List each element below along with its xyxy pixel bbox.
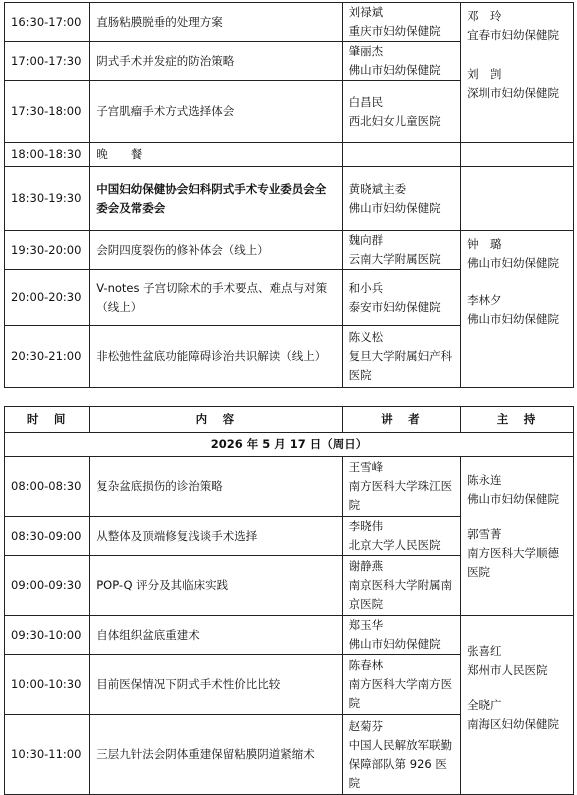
speaker-name: 魏向群 [348, 233, 384, 247]
content-cell: 中国妇幼保健协会妇科阴式手术专业委员会全委会及常委会 [90, 167, 342, 231]
speaker-cell [342, 517, 460, 556]
host-org: 南海区妇幼保健院 [467, 717, 560, 731]
host-org: 佛山市妇幼保健院 [467, 256, 560, 270]
date-row [5, 433, 574, 457]
host-name: 钟 璐 [467, 237, 502, 251]
table-row [5, 143, 574, 167]
host-name: 郭雪菁 [467, 527, 502, 541]
speaker-org: 佛山市妇幼保健院 [348, 637, 441, 651]
speaker-name: 陈义松 [348, 330, 384, 344]
time-cell: 20:00-20:30 [5, 270, 90, 326]
host-name: 陈永连 [467, 473, 502, 487]
time-cell: 19:30-20:00 [5, 231, 90, 270]
speaker-cell [342, 715, 460, 795]
speaker-org: 佛山市妇幼保健院 [348, 63, 441, 77]
speaker-org: 泰安市妇幼保健院 [348, 299, 441, 314]
time-cell: 10:30-11:00 [5, 715, 90, 795]
speaker-cell [342, 556, 460, 616]
content-cell: 会阴四度裂伤的修补体会（线上） [90, 231, 342, 270]
table-header-row [5, 407, 574, 433]
speaker-name: 王雪峰 [348, 460, 384, 474]
speaker-org: 云南大学附属医院 [348, 252, 441, 266]
speaker-cell [342, 81, 460, 143]
host-cell [461, 616, 574, 795]
speaker-cell [342, 270, 460, 326]
time-cell: 20:30-21:00 [5, 326, 90, 388]
speaker-name: 和小兵 [348, 280, 384, 295]
table-row [5, 167, 574, 231]
host-org: 佛山市妇幼保健院 [467, 492, 560, 506]
host-cell [461, 3, 574, 143]
host-cell [461, 231, 574, 388]
host-name: 邓 玲 [467, 9, 502, 23]
speaker-cell [342, 326, 460, 388]
time-cell: 17:00-17:30 [5, 42, 90, 81]
speaker-cell [342, 42, 460, 81]
schedule-table-2 [4, 406, 574, 795]
speaker-name: 肇丽杰 [348, 44, 384, 58]
table-row [5, 616, 574, 655]
speaker-name: 郑玉华 [348, 618, 384, 632]
speaker-name: 黄晓斌主委 [348, 181, 407, 196]
host-org: 宜春市妇幼保健院 [467, 28, 560, 42]
header-content: 内 容 [90, 407, 342, 433]
speaker-org: 中国人民解放军联勤保障部队第 926 医院 [348, 737, 453, 790]
time-cell: 10:00-10:30 [5, 655, 90, 715]
speaker-org: 佛山市妇幼保健院 [348, 200, 441, 215]
speaker-org: 南方医科大学南方医院 [348, 677, 453, 710]
time-cell: 17:30-18:00 [5, 81, 90, 143]
time-cell: 08:30-09:00 [5, 517, 90, 556]
date-cell: 2026 年 5 月 17 日（周日） [5, 433, 574, 457]
speaker-org: 重庆市妇幼保健院 [348, 24, 441, 38]
speaker-cell [342, 231, 460, 270]
table-row [5, 231, 574, 270]
host-name: 张喜红 [467, 644, 502, 658]
content-cell: V-notes 子宫切除术的手术要点、难点与对策（线上） [90, 270, 342, 326]
time-cell: 09:30-10:00 [5, 616, 90, 655]
content-cell: 复杂盆底损伤的诊治策略 [90, 457, 342, 517]
time-cell: 16:30-17:00 [5, 3, 90, 42]
speaker-name: 刘禄斌 [348, 5, 384, 19]
header-host: 主 持 [461, 407, 574, 433]
host-name: 李林夕 [467, 293, 502, 307]
host-org: 佛山市妇幼保健院 [467, 312, 560, 326]
content-cell: 三层九针法会阴体重建保留粘膜阴道紧缩术 [90, 715, 342, 795]
content-cell: 阴式手术并发症的防治策略 [90, 42, 342, 81]
host-org: 郑州市人民医院 [467, 663, 548, 677]
speaker-org: 南京医科大学附属南京医院 [348, 578, 453, 611]
speaker-name: 白昌民 [348, 94, 384, 109]
host-name: 刘 剀 [467, 67, 502, 81]
host-cell [461, 457, 574, 616]
time-cell: 09:00-09:30 [5, 556, 90, 616]
content-cell: 从整体及顶端修复浅谈手术选择 [90, 517, 342, 556]
speaker-org: 西北妇女儿童医院 [348, 113, 441, 128]
time-cell: 18:00-18:30 [5, 143, 90, 167]
table-row [5, 457, 574, 517]
speaker-name: 赵菊芬 [348, 718, 384, 733]
content-cell: 自体组织盆底重建术 [90, 616, 342, 655]
host-cell-empty [461, 143, 574, 167]
speaker-cell [342, 616, 460, 655]
speaker-cell [342, 655, 460, 715]
speaker-name: 陈春林 [348, 658, 384, 672]
schedule-table-1 [4, 2, 574, 388]
header-time: 时 间 [5, 407, 90, 433]
content-cell: 目前医保情况下阴式手术性价比比较 [90, 655, 342, 715]
header-speaker: 讲 者 [342, 407, 460, 433]
host-org: 南方医科大学顺德医院 [467, 546, 560, 579]
time-cell: 18:30-19:30 [5, 167, 90, 231]
time-cell: 08:00-08:30 [5, 457, 90, 517]
speaker-cell [342, 143, 460, 167]
speaker-name: 谢静燕 [348, 559, 384, 573]
speaker-cell [342, 457, 460, 517]
speaker-org: 北京大学人民医院 [348, 538, 441, 552]
speaker-name: 李晓伟 [348, 519, 384, 533]
content-cell: POP-Q 评分及其临床实践 [90, 556, 342, 616]
table-row [5, 3, 574, 42]
content-cell: 非松弛性盆底功能障碍诊治共识解读（线上） [90, 326, 342, 388]
speaker-org: 复旦大学附属妇产科医院 [348, 349, 453, 382]
host-org: 深圳市妇幼保健院 [467, 86, 560, 100]
speaker-org: 南方医科大学珠江医院 [348, 479, 453, 512]
host-name: 全晓广 [467, 698, 502, 712]
content-cell: 晚 餐 [90, 143, 342, 167]
content-cell: 子宫肌瘤手术方式选择体会 [90, 81, 342, 143]
host-cell-empty [461, 167, 574, 231]
speaker-cell [342, 167, 460, 231]
content-cell: 直肠粘膜脱垂的处理方案 [90, 3, 342, 42]
speaker-cell [342, 3, 460, 42]
